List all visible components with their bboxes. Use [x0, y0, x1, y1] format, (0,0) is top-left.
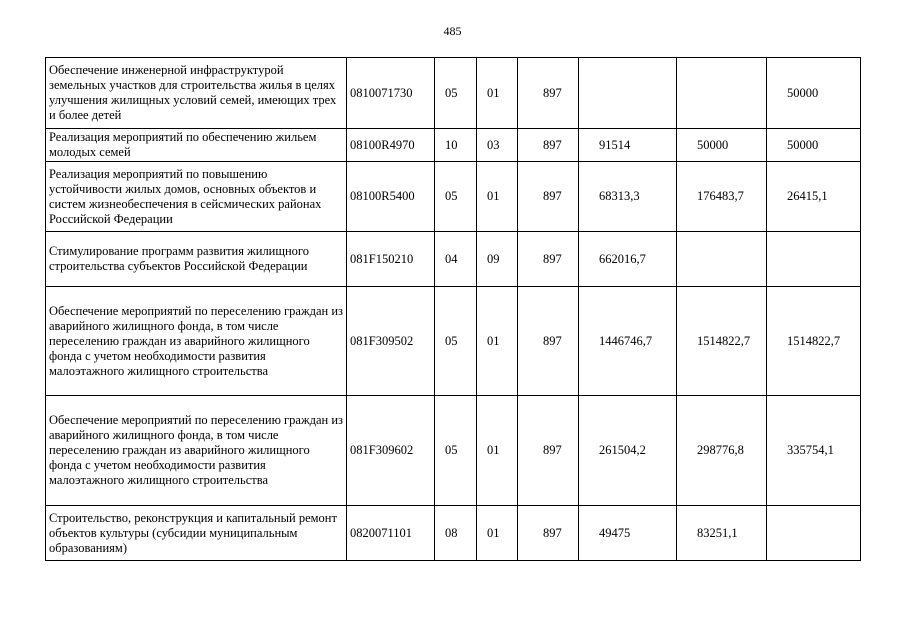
- table-row: [46, 396, 861, 506]
- row-section: 04: [435, 232, 477, 287]
- row-code: 08100R5400: [347, 162, 435, 232]
- table-row: [46, 58, 861, 129]
- row-section: 05: [435, 287, 477, 396]
- row-value-3: [767, 506, 861, 561]
- row-code: 081F309502: [347, 287, 435, 396]
- table-row: [46, 129, 861, 162]
- table-row: [46, 506, 861, 561]
- row-grbs: 897: [518, 232, 579, 287]
- row-section: 08: [435, 506, 477, 561]
- row-subsection: 01: [477, 396, 518, 506]
- row-subsection: 01: [477, 58, 518, 129]
- row-value-3: 335754,1: [767, 396, 861, 506]
- row-value-1: 1446746,7: [579, 287, 677, 396]
- row-subsection: 09: [477, 232, 518, 287]
- row-value-2: [677, 232, 767, 287]
- budget-table: [45, 57, 861, 561]
- row-grbs: 897: [518, 287, 579, 396]
- row-value-1: 261504,2: [579, 396, 677, 506]
- row-code: 08100R4970: [347, 129, 435, 162]
- row-subsection: 01: [477, 506, 518, 561]
- row-value-2: 83251,1: [677, 506, 767, 561]
- row-value-1: 91514: [579, 129, 677, 162]
- row-grbs: 897: [518, 396, 579, 506]
- row-code: 0810071730: [347, 58, 435, 129]
- row-value-1: 49475: [579, 506, 677, 561]
- row-section: 05: [435, 58, 477, 129]
- row-value-1: 662016,7: [579, 232, 677, 287]
- row-name: Обеспечение мероприятий по переселению граждан из аварийного жилищного фонда, в том числе переселению граждан из аварийного жилищного фонда с учетом необходимости развития малоэтажного жилищного строительства: [46, 396, 347, 506]
- row-section: 05: [435, 396, 477, 506]
- row-value-3: 1514822,7: [767, 287, 861, 396]
- row-value-1: [579, 58, 677, 129]
- row-code: 081F150210: [347, 232, 435, 287]
- table-row: [46, 162, 861, 232]
- row-value-3: [767, 232, 861, 287]
- row-code: 081F309602: [347, 396, 435, 506]
- table-row: [46, 232, 861, 287]
- row-value-2: 50000: [677, 129, 767, 162]
- row-value-2: 298776,8: [677, 396, 767, 506]
- row-value-2: [677, 58, 767, 129]
- row-grbs: 897: [518, 129, 579, 162]
- row-value-2: 1514822,7: [677, 287, 767, 396]
- page-number: 485: [443, 24, 462, 38]
- row-name: Обеспечение инженерной инфраструктурой земельных участков для строительства жилья в целях улучшения жилищных условий семей, имеющих трех и более детей: [46, 58, 347, 129]
- row-name: Реализация мероприятий по обеспечению жильем молодых семей: [46, 129, 347, 162]
- row-section: 05: [435, 162, 477, 232]
- row-code: 0820071101: [347, 506, 435, 561]
- table-row: [46, 287, 861, 396]
- row-grbs: 897: [518, 506, 579, 561]
- row-name: Обеспечение мероприятий по переселению граждан из аварийного жилищного фонда, в том числе переселению граждан из аварийного жилищного фонда с учетом необходимости развития малоэтажного жилищного строительства: [46, 287, 347, 396]
- table-body: [46, 58, 861, 561]
- row-value-1: 68313,3: [579, 162, 677, 232]
- row-grbs: 897: [518, 58, 579, 129]
- row-section: 10: [435, 129, 477, 162]
- row-name: Стимулирование программ развития жилищного строительства субъектов Российской Федерации: [46, 232, 347, 287]
- row-value-3: 50000: [767, 58, 861, 129]
- row-value-3: 26415,1: [767, 162, 861, 232]
- row-subsection: 03: [477, 129, 518, 162]
- row-grbs: 897: [518, 162, 579, 232]
- row-name: Строительство, реконструкция и капитальный ремонт объектов культуры (субсидии муниципальным образованиям): [46, 506, 347, 561]
- row-subsection: 01: [477, 287, 518, 396]
- row-value-2: 176483,7: [677, 162, 767, 232]
- row-name: Реализация мероприятий по повышению устойчивости жилых домов, основных объектов и систем жизнеобеспечения в сейсмических районах Российской Федерации: [46, 162, 347, 232]
- row-subsection: 01: [477, 162, 518, 232]
- row-value-3: 50000: [767, 129, 861, 162]
